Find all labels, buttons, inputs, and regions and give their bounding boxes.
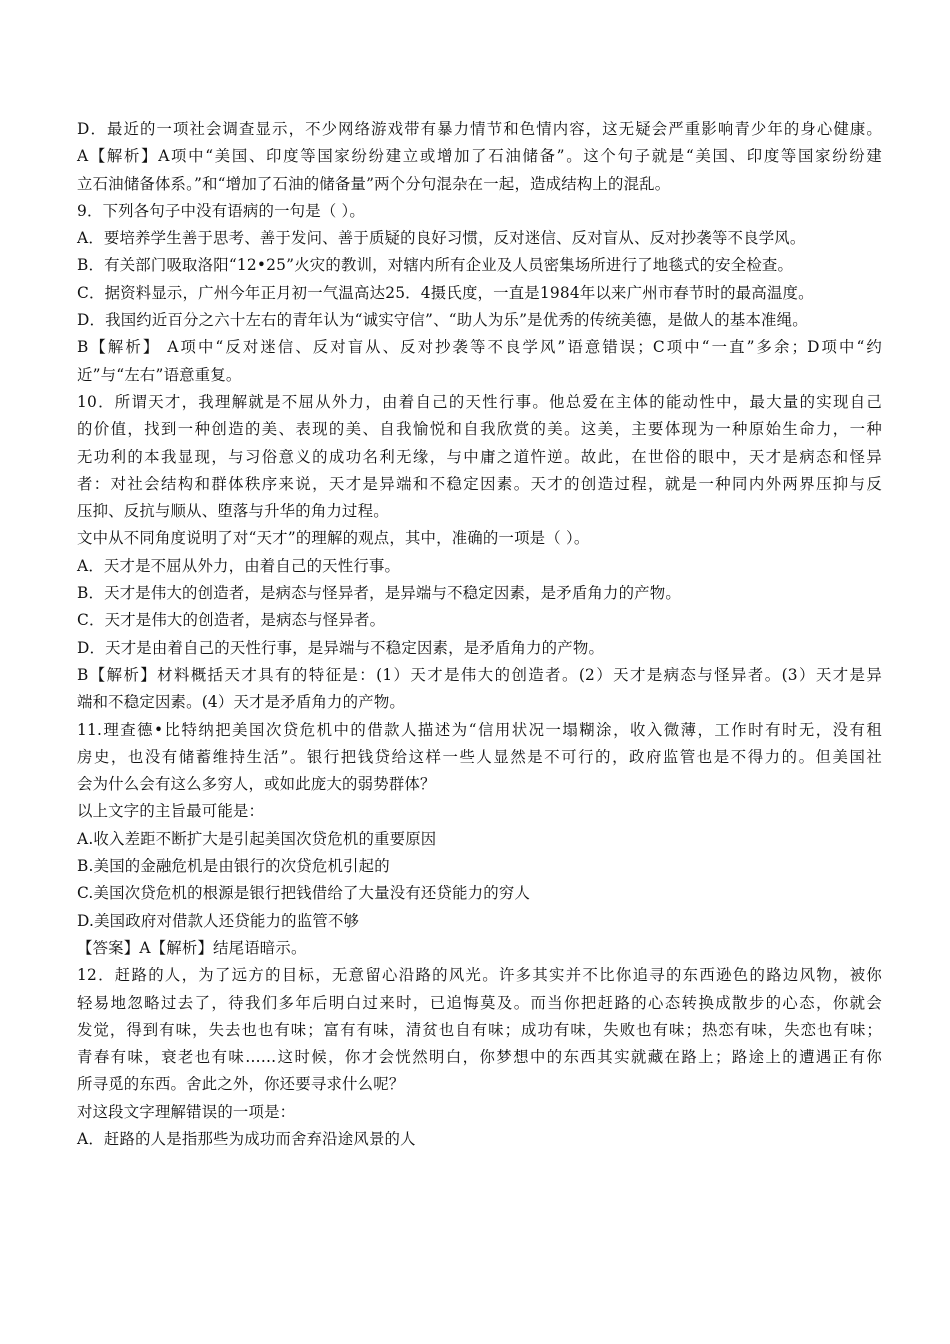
text-line: A．要培养学生善于思考、善于发问、善于质疑的良好习惯，反对迷信、反对盲从、反对抄袭等不良学风。 bbox=[77, 229, 806, 248]
text-line: A.收入差距不断扩大是引起美国次贷危机的重要原因 bbox=[77, 829, 437, 848]
text-line: 12．赶路的人，为了远方的目标，无意留心沿路的风光。许多其实并不比你追寻的东西逊色的路边风物，被你 bbox=[77, 966, 882, 985]
text-line: 近”与“左右”语意重复。 bbox=[77, 365, 242, 384]
text-line: 青春有味，衰老也有味……这时候，你才会恍然明白，你梦想中的东西其实就藏在路上；路途上的遭遇正有你 bbox=[77, 1048, 882, 1067]
text-line: D.美国政府对借款人还贷能力的监管不够 bbox=[77, 911, 360, 930]
text-line: C．天才是伟大的创造者，是病态与怪异者。 bbox=[77, 611, 386, 630]
text-line: 所寻觅的东西。舍此之外，你还要寻求什么呢？ bbox=[77, 1075, 405, 1094]
text-line: B．天才是伟大的创造者，是病态与怪异者，是异端与不稳定因素，是矛盾角力的产物。 bbox=[77, 584, 681, 603]
text-line: D．最近的一项社会调查显示，不少网络游戏带有暴力情节和色情内容，这无疑会严重影响青少年的身心健康。 bbox=[77, 120, 882, 138]
text-line: 9．下列各句子中没有语病的一句是（ ）。 bbox=[77, 201, 366, 220]
text-line: C．据资料显示，广州今年正月初一气温高达25．4摄氏度，一直是1984年以来广州市春节时的最高温度。 bbox=[77, 283, 814, 302]
text-line: 房史，也没有储蓄维持生活”。银行把钱贷给这样一些人显然是不可行的，政府监管也是不得力的。但美国社 bbox=[77, 747, 882, 766]
text-line: 会为什么会有这么多穷人，或如此庞大的弱势群体？ bbox=[77, 775, 436, 794]
text-line: D．天才是由着自己的天性行事，是异端与不稳定因素，是矛盾角力的产物。 bbox=[77, 638, 605, 657]
text-line: 者：对社会结构和群体秩序来说，天才是异端和不稳定因素。天才的创造过程，就是一种同内外两界压抑与反 bbox=[77, 474, 882, 493]
document-page bbox=[77, 116, 882, 1153]
text-line: B．有关部门吸取洛阳“12•25”火灾的教训，对辖内所有企业及人员密集场所进行了地毯式的安全检查。 bbox=[77, 256, 794, 275]
text-line: 10．所谓天才，我理解就是不屈从外力，由着自己的天性行事。他总爱在主体的能动性中，最大量的实现自己 bbox=[77, 392, 882, 411]
text-line: 11.理查德•比特纳把美国次贷危机中的借款人描述为“信用状况一塌糊涂，收入微薄，工作时有时无，没有租 bbox=[77, 720, 882, 739]
text-line: 【答案】A【解析】结尾语暗示。 bbox=[77, 938, 307, 957]
text-line: 端和不稳定因素。(4）天才是矛盾角力的产物。 bbox=[77, 693, 406, 712]
text-line: C.美国次贷危机的根源是银行把钱借给了大量没有还贷能力的穷人 bbox=[77, 884, 531, 903]
text-line: A．赶路的人是指那些为成功而舍弃沿途风景的人 bbox=[77, 1129, 416, 1148]
text-line: 无功利的本我显现，与习俗意义的成功名利无缘，与中庸之道忤逆。故此，在世俗的眼中，天才是病态和怪异 bbox=[77, 447, 882, 466]
text-line: 的价值，找到一种创造的美、表现的美、自我愉悦和自我欣赏的美。这美，主要体现为一种原始生命力，一种 bbox=[77, 420, 882, 439]
text-line: 立石油储备体系。”和“增加了石油的储备量”两个分句混杂在一起，造成结构上的混乱。 bbox=[77, 174, 671, 193]
text-line: 文中从不同角度说明了对“天才”的理解的观点，其中，准确的一项是（ ）。 bbox=[77, 529, 590, 548]
text-line: 以上文字的主旨最可能是： bbox=[77, 802, 265, 821]
text-line: D．我国约近百分之六十左右的青年认为“诚实守信”、“助人为乐”是优秀的传统美德，是做人的基本准绳。 bbox=[77, 311, 808, 330]
text-line: B【解析】 A项中“反对迷信、反对盲从、反对抄袭等不良学风”语意错误；C项中“一直”多余；D项中“约 bbox=[77, 338, 882, 357]
text-line: 发觉，得到有味，失去也也有味；富有有味，清贫也自有味；成功有味，失败也有味；热恋有味，失恋也有味； bbox=[77, 1020, 882, 1039]
text-line: 压抑、反抗与顺从、堕落与升华的角力过程。 bbox=[77, 502, 389, 521]
text-line: A．天才是不屈从外力，由着自己的天性行事。 bbox=[77, 556, 401, 575]
text-line: 对这段文字理解错误的一项是： bbox=[77, 1102, 296, 1121]
text-line: B.美国的金融危机是由银行的次贷危机引起的 bbox=[77, 857, 390, 876]
text-line: A【解析】A项中“美国、印度等国家纷纷建立或增加了石油储备”。这个句子就是“美国、印度等国家纷纷建 bbox=[77, 147, 882, 166]
text-line: 轻易地忽略过去了，待我们多年后明白过来时，已追悔莫及。而当你把赶路的心态转换成散步的心态，你就会 bbox=[77, 993, 882, 1012]
text-line: B【解析】材料概括天才具有的特征是：(1）天才是伟大的创造者。(2）天才是病态与怪异者。(3）天才是异 bbox=[77, 665, 882, 684]
